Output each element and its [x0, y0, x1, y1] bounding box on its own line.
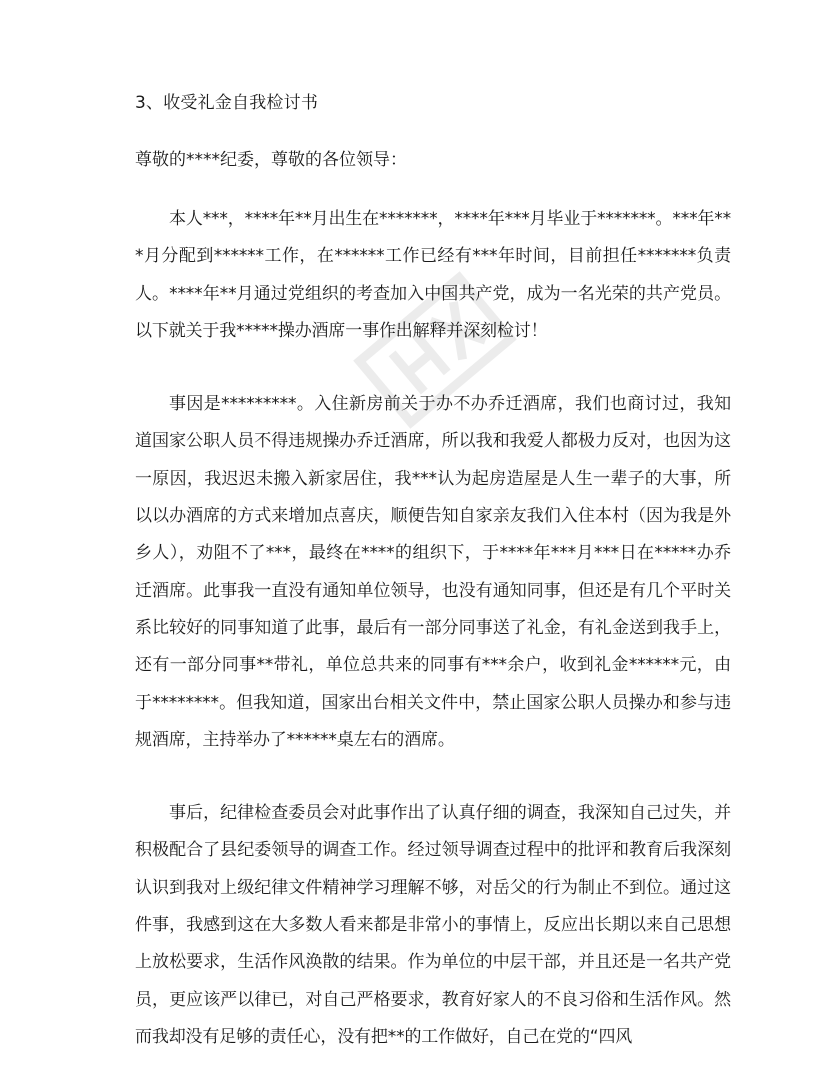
salutation: 尊敬的****纪委，尊敬的各位领导：: [135, 150, 407, 170]
document-page: [135, 88, 731, 1092]
paragraph-cause: 事因是*********。入住新房前关于办不办乔迁酒席，我们也商讨过，我知道国家公职人员不得违规操办乔迁酒席，所以我和我爱人都极力反对，也因为这一原因，我迟迟未搬入新家居住，我***认为起房造屋是人生一辈子的大事，所以以办酒席的方式来增加点喜庆，顺便告知自家亲友我们入住本村（因为我是外乡人），劝阻不了***，最终在****的组织下，于****年***月***日在*****办乔迁酒席。此事我一直没有通知单位领导，也没有通知同事，但还是有几个平时关系比较好的同事知道了此事，最后有一部分同事送了礼金，有礼金送到我手上，还有一部分同事**带礼，单位总共来的同事有***余户，收到礼金******元，由于********。但我知道，国家出台相关文件中，禁止国家公职人员操办和参与违规酒席，主持举办了******桌左右的酒席。: [135, 394, 731, 750]
paragraph-aftermath: 事后，纪律检查委员会对此事作出了认真仔细的调查，我深知自己过失，并积极配合了县纪委领导的调查工作。经过领导调查过程中的批评和教育后我深刻认识到我对上级纪律文件精神学习理解不够，对岳父的行为制止不到位。通过这件事，我感到这在大多数人看来都是非常小的事情上，反应出长期以来自己思想上放松要求，生活作风涣散的结果。作为单位的中层干部，并且还是一名共产党员，更应该严以律已，对自己严格要求，教育好家人的不良习俗和生活作风。然而我却没有足够的责任心，没有把**的工作做好，自己在党的“四风: [135, 803, 731, 1047]
paragraph-intro: 本人***，****年**月出生在*******，****年***月毕业于*******。***年***月分配到******工作，在******工作已经有***年时间，目前担任*******负责人。****年**月通过党组织的考查加入中国共产党，成为一名光荣的共产党员。以下就关于我*****操办酒席一事作出解释并深刻检讨！: [135, 209, 731, 341]
document-title: 3、收受礼金自我检讨书: [135, 93, 319, 113]
